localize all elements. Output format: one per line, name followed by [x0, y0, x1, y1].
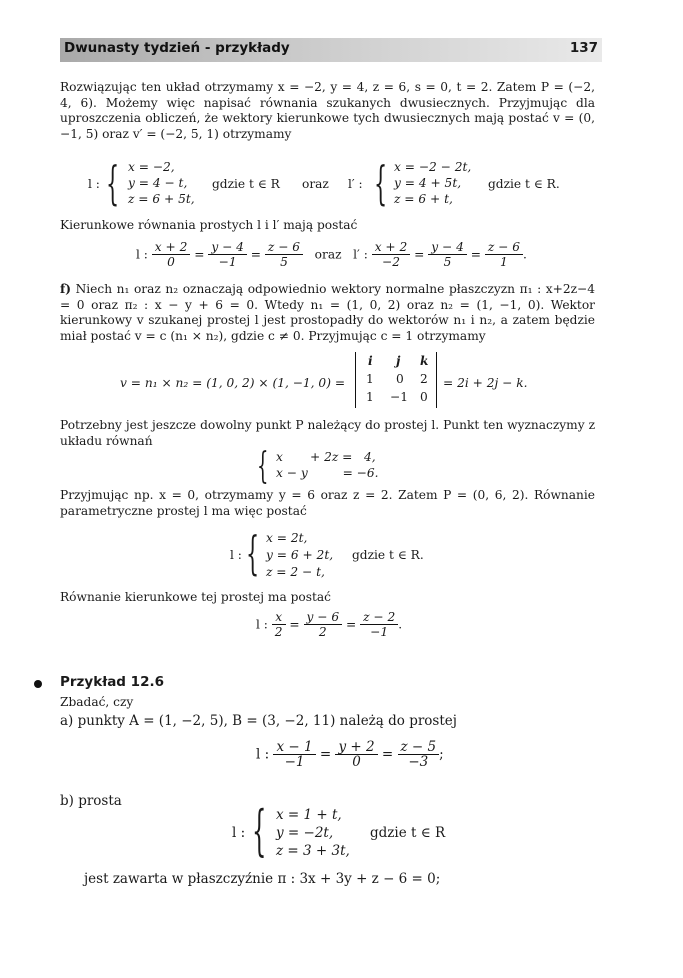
fraction: $\frac{z - 2}{-1}$ [360, 610, 398, 640]
l-label: l : [230, 548, 242, 562]
det-cell: 0 [420, 390, 428, 404]
l-eq-2: y = 4 − t, [128, 176, 188, 190]
left-brace: { [246, 526, 260, 580]
b-eq-2: y = −2t, [276, 825, 334, 841]
l-label: l : [136, 247, 148, 262]
paragraph-solution: Rozwiązując ten układ otrzymamy x = −2, y = 4, z = 6, s = 0, t = 2. Zatem P = (−2, 4, 6). Możemy więc napisać równania szukanych dwusiecznych. Przyjmując dla uproszczenia obliczeń, że wektory kierunkowe tych dwusiecznych mają postać v = (0, −1, 5) oraz v′ = (−2, 5, 1) otrzymamy [60, 80, 595, 141]
example-last-line: jest zawarta w płaszczyźnie π : 3x + 3y + z − 6 = 0; [84, 871, 441, 887]
fraction: $\frac{y - 4}{5}$ [428, 240, 467, 270]
fraction: $\frac{z - 6}{1}$ [485, 240, 523, 270]
example-title: Przykład 12.6 [60, 674, 164, 690]
oraz-1: oraz [302, 177, 329, 191]
b-eq-1: x = 1 + t, [276, 807, 342, 823]
lprime-eq-3: z = 6 + t, [394, 192, 453, 206]
left-brace: { [374, 156, 388, 210]
fraction: $\frac{y - 4}{-1}$ [208, 240, 247, 270]
sys2-eq-2: x − y = −6. [276, 466, 379, 480]
sys3-eq-1: x = 2t, [266, 531, 308, 545]
fraction: $\frac{y + 2}{0}$ [335, 740, 377, 770]
cross-rhs: = 2i + 2j − k. [443, 376, 528, 390]
gdzie: gdzie t ∈ R [370, 825, 446, 841]
example-intro: Zbadać, czy [60, 695, 134, 709]
fraction: $\frac{x + 2}{-2}$ [372, 240, 411, 270]
direction-equation-l: l : $\frac{x}{2}$ = $\frac{y - 6}{2}$ = $\frac{z - 2}{-1}$ . [256, 610, 403, 639]
det-cell: k [420, 354, 429, 368]
det-cell: 0 [396, 372, 404, 386]
gdzie-1: gdzie t ∈ R [212, 177, 280, 191]
sys2-eq-1: x + 2z = 4, [276, 450, 376, 464]
l-label: l : [88, 177, 100, 191]
paragraph-direction: Równanie kierunkowe tej prostej ma postać [60, 590, 331, 604]
b-eq-3: z = 3 + 3t, [276, 843, 350, 859]
left-brace: { [106, 156, 120, 210]
det-cell: i [368, 354, 373, 368]
left-brace: { [257, 446, 269, 487]
lprime-label: l′ : [353, 247, 368, 262]
example-part-b: b) prosta [60, 793, 122, 809]
l-label: l : [232, 825, 246, 841]
cross-lhs: v = n₁ × n₂ = (1, 0, 2) × (1, −1, 0) = [120, 376, 346, 390]
paragraph-f [60, 282, 595, 344]
l-eq-1: x = −2, [128, 160, 175, 174]
fraction: $\frac{x - 1}{-1}$ [273, 740, 315, 770]
det-cell: 1 [366, 390, 374, 404]
paragraph-kierunkowe: Kierunkowe równania prostych l i l′ mają postać [60, 218, 358, 232]
direction-equations-l-lprime: l : $\frac{x + 2}{0}$ = $\frac{y - 4}{-1}$ = $\frac{z - 6}{5}$ oraz l′ : $\frac{x + 2}{-2}$ = $\frac{y - 4}{5}$ = $\frac{z - 6}{1}$ . [136, 240, 527, 269]
fraction: $\frac{x + 2}{0}$ [152, 240, 191, 270]
det-cell: 1 [366, 372, 374, 386]
fraction: $\frac{x}{2}$ [272, 610, 286, 640]
example-part-a: a) punkty A = (1, −2, 5), B = (3, −2, 11) należą do prostej [60, 713, 457, 729]
gdzie-2: gdzie t ∈ R. [488, 177, 560, 191]
det-cell: 2 [420, 372, 428, 386]
fraction: $\frac{z - 5}{-3}$ [398, 740, 440, 770]
oraz: oraz [314, 247, 342, 262]
fraction: $\frac{z - 6}{5}$ [265, 240, 303, 270]
chapter-title: Dwunasty tydzień - przykłady [64, 40, 290, 56]
det-cell: j [396, 354, 401, 368]
paragraph-f-text: Niech n₁ oraz n₂ oznaczają odpowiednio wektory normalne płaszczyzn π₁ : x+2z−4 = 0 oraz π₂ : x − y + 6 = 0. Wtedy n₁ = (1, 0, 2) oraz n₂ = (1, −1, 0). Wektor kierunkowy v szukanej prostej l jest prostopadły do wektorów n₁ i n₂, a zatem będzie miał postać v = c (n₁ × n₂), gdzie c ≠ 0. Przyjmując c = 1 otrzymamy [60, 282, 596, 343]
bullet-icon [34, 680, 42, 688]
lprime-eq-2: y = 4 + 5t, [394, 176, 462, 190]
lprime-label: l′ : [348, 177, 363, 191]
l-label: l : [256, 746, 270, 763]
l-label: l : [256, 617, 268, 632]
example-line-a: l : $\frac{x - 1}{-1}$ = $\frac{y + 2}{0}$ = $\frac{z - 5}{-3}$ ; [256, 739, 444, 770]
lprime-eq-1: x = −2 − 2t, [394, 160, 472, 174]
page-number: 137 [569, 40, 598, 56]
paragraph-parametric: Przyjmując np. x = 0, otrzymamy y = 6 oraz z = 2. Zatem P = (0, 6, 2). Równanie parametryczne prostej l ma więc postać [60, 488, 595, 518]
paragraph-point: Potrzebny jest jeszcze dowolny punkt P należący do prostej l. Punkt ten wyznaczymy z układu równań [60, 418, 595, 448]
determinant [355, 352, 437, 408]
period: . [398, 617, 403, 632]
left-brace: { [252, 799, 267, 862]
page-header [60, 38, 602, 62]
l-eq-3: z = 6 + 5t, [128, 192, 195, 206]
sys3-eq-2: y = 6 + 2t, [266, 548, 334, 562]
semicolon: ; [439, 746, 444, 763]
det-cell: −1 [390, 390, 408, 404]
period: . [522, 247, 527, 262]
item-label-f: f) [60, 282, 72, 296]
gdzie: gdzie t ∈ R. [352, 548, 424, 562]
sys3-eq-3: z = 2 − t, [266, 565, 325, 579]
fraction: $\frac{y - 6}{2}$ [304, 610, 343, 640]
